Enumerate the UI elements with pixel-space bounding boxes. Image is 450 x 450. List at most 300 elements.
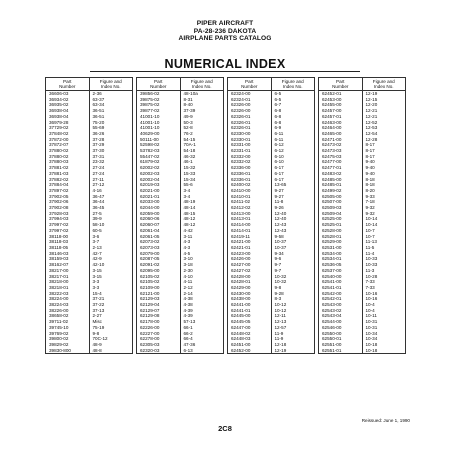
part-number: 62413-00	[228, 211, 272, 217]
part-number: 62448-02	[228, 331, 272, 337]
figure-index: 10-4	[365, 307, 375, 313]
part-number: 62073-03	[137, 245, 181, 251]
figure-index: 36-47	[92, 193, 105, 199]
page-number: 2C8	[218, 424, 232, 433]
figure-index: 75-19	[92, 324, 105, 330]
part-number: 62525-01	[319, 222, 363, 228]
table-row	[137, 348, 224, 354]
figure-index: 46-1	[183, 159, 193, 165]
page-title: NUMERICAL INDEX	[164, 57, 286, 71]
figure-index: 37-22	[92, 302, 105, 308]
figure-index: 7-18	[365, 199, 375, 205]
figure-index: 9-40	[365, 170, 375, 176]
part-number: 62002-02	[137, 165, 181, 171]
figure-index: 12-43	[274, 222, 287, 228]
part-number: 62529-00	[319, 239, 363, 245]
part-number: 36979-28	[46, 120, 90, 126]
figure-index: 3-3	[92, 284, 100, 290]
part-number: 62423-00	[228, 251, 272, 257]
figure-index: 6-17	[274, 176, 284, 182]
part-number: 38217-00	[46, 268, 90, 274]
part-number: 37882-02	[46, 177, 90, 183]
part-number: 62331-00	[228, 142, 272, 148]
part-number: 62455-00	[319, 102, 363, 108]
part-number: 62121-00	[137, 291, 181, 297]
part-number: 52598-02	[137, 142, 181, 148]
part-number: 62464-00	[319, 125, 363, 131]
part-number: 62091-02	[137, 262, 181, 268]
part-number: 39800-02	[46, 336, 90, 342]
header-model: PA-28-236 DAKOTA	[193, 27, 257, 35]
figure-index: 12-19	[274, 347, 287, 353]
part-number: 62413-01	[228, 216, 272, 222]
figure-index: 10-37	[274, 239, 287, 245]
figure-index: 36-51	[92, 113, 105, 119]
figure-index: 49-9	[183, 113, 193, 119]
part-number: 38217-01	[46, 274, 90, 280]
part-number: 62427-02	[228, 268, 272, 274]
part-number: 62226-00	[137, 325, 181, 331]
part-number: 62324-01	[228, 97, 272, 103]
figure-index: 48-12	[183, 222, 196, 228]
part-number: 41001-10	[137, 114, 181, 120]
figure-index: 10-37	[274, 244, 287, 250]
figure-index: 6-11	[274, 130, 284, 136]
figure-index: 8-17	[365, 142, 375, 148]
part-number: 62448-03	[228, 336, 272, 342]
part-number: 62079-00	[137, 251, 181, 257]
index-table	[45, 77, 133, 354]
figure-index: 10-7	[365, 227, 375, 233]
figure-index: 2-14	[183, 290, 193, 296]
part-number: 36938-04	[46, 108, 90, 114]
figure-index: 9-28	[274, 290, 284, 296]
part-number: 62430-00	[228, 291, 272, 297]
part-number: 38218-01	[46, 285, 90, 291]
part-number: 38118-05	[46, 245, 90, 251]
part-number: 62485-01	[319, 182, 363, 188]
part-number: 62411-02	[228, 199, 272, 205]
figure-index: 42-9	[92, 256, 102, 262]
part-number: 37872-00	[46, 137, 90, 143]
figure-index: 48-12	[183, 216, 196, 222]
figure-index: 11-8	[274, 199, 284, 205]
figure-index: 9-26	[274, 205, 284, 211]
figure-index: 12-43	[274, 227, 287, 233]
figure-index: 10-31	[365, 324, 378, 330]
part-number: 39830-800	[46, 348, 90, 354]
part-number: 62320-03	[137, 348, 181, 354]
part-number: 62531-00	[319, 245, 363, 251]
part-number: 39829-02	[46, 342, 90, 348]
figure-index: 10-31	[365, 319, 378, 325]
figure-index: 60-5	[92, 227, 102, 233]
part-number: 62485-00	[319, 177, 363, 183]
figure-index-header: Figure and Index No.	[362, 78, 406, 91]
part-number: 62536-05	[319, 262, 363, 268]
part-number: 38226-00	[46, 308, 90, 314]
part-number: 62445-00	[228, 313, 272, 319]
part-number: 62534-01	[319, 256, 363, 262]
figure-index: 10-32	[274, 279, 287, 285]
figure-index: 37-30	[92, 148, 105, 154]
figure-index: 3-10	[183, 256, 193, 262]
part-number: 37902-05	[46, 194, 90, 200]
part-number: 62227-00	[137, 331, 181, 337]
part-number: 62021-01	[137, 194, 181, 200]
figure-index: 48-14	[183, 205, 196, 211]
figure-index: 11-3	[365, 267, 375, 273]
part-number: 36935-02	[46, 102, 90, 108]
part-number: 62061-04	[137, 228, 181, 234]
part-number: 39769-02	[46, 331, 90, 337]
part-number: 36606-03	[46, 91, 90, 97]
figure-index: 52-8	[183, 125, 193, 131]
figure-index: 9-6	[274, 256, 282, 262]
part-number: 38146-03	[46, 251, 90, 257]
part-number: 62330-01	[228, 137, 272, 143]
figure-index: 8-3	[274, 296, 282, 302]
part-number: 62507-00	[319, 199, 363, 205]
part-number: 62499-02	[319, 188, 363, 194]
figure-index: 13-65	[274, 182, 287, 188]
part-number: 62429-00	[228, 285, 272, 291]
part-number: 62541-01	[319, 285, 363, 291]
figure-index: 4-38	[183, 302, 193, 308]
figure-index: 6-12	[274, 148, 284, 154]
table-row	[319, 348, 406, 354]
part-number: 62105-02	[137, 279, 181, 285]
figure-index: 6-8	[274, 108, 282, 114]
part-number: 62438-00	[228, 296, 272, 302]
part-number-header: Part Number	[46, 78, 90, 91]
figure-index: 4-39	[183, 313, 193, 319]
part-number: 37897-02	[46, 188, 90, 194]
figure-index: 4-11	[183, 279, 193, 285]
figure-index: 4-39	[183, 307, 193, 313]
figure-index: 11-9	[274, 330, 284, 336]
part-number: 62544-00	[319, 319, 363, 325]
part-number: 39745-10	[46, 325, 90, 331]
part-number: 62451-00	[228, 342, 272, 348]
part-number: 62414-00	[228, 222, 272, 228]
part-number: 62483-02	[319, 171, 363, 177]
figure-index: 46-32	[183, 153, 196, 159]
figure-index-header: Figure and Index No.	[180, 78, 224, 91]
figure-index: 6-8	[274, 119, 282, 125]
figure-index: 27-5	[92, 210, 102, 216]
part-number: 62060-06	[137, 216, 181, 222]
figure-index: 37-21	[92, 296, 105, 302]
part-number: 62525-00	[319, 216, 363, 222]
part-number: 38658-02	[46, 313, 90, 319]
part-number: 62477-01	[319, 165, 363, 171]
part-number: 62528-01	[319, 234, 363, 240]
figure-index: 37-28	[92, 136, 105, 142]
figure-index: 27-24	[92, 170, 105, 176]
figure-index: 12-40	[274, 210, 287, 216]
figure-index: 10-28	[365, 273, 378, 279]
figure-index: 3-3	[92, 279, 100, 285]
part-number: 62305-03	[137, 342, 181, 348]
part-number: 62426-00	[228, 256, 272, 262]
part-number: 37881-02	[46, 165, 90, 171]
part-number: 62061-05	[137, 234, 181, 240]
figure-index: 50-3	[183, 119, 193, 125]
figure-index: 9-33	[365, 193, 375, 199]
figure-index: 12-54	[365, 130, 378, 136]
part-number: 39875-02	[137, 97, 181, 103]
part-number: 62178-00	[137, 319, 181, 325]
part-number: 62471-00	[319, 137, 363, 143]
part-number: 53782-03	[137, 148, 181, 154]
part-number: 39711-02	[46, 319, 90, 325]
figure-index: 76-2	[183, 130, 193, 136]
part-number: 62457-00	[319, 108, 363, 114]
figure-index: 6-5	[274, 91, 282, 96]
index-column-1	[45, 77, 133, 354]
figure-index: 4-5	[183, 250, 191, 256]
figure-index: 9-8	[92, 330, 100, 336]
index-table	[227, 77, 315, 354]
figure-index: 12-15	[365, 96, 378, 102]
part-number: 62550-00	[319, 331, 363, 337]
part-number: 38218-00	[46, 279, 90, 285]
part-number: 62087-05	[137, 256, 181, 262]
part-number: 62543-02	[319, 308, 363, 314]
part-number: 62428-00	[228, 274, 272, 280]
figure-index: 9-7	[274, 262, 282, 268]
part-number: 37902-06	[46, 199, 90, 205]
part-number: 62332-00	[228, 154, 272, 160]
figure-index: 36-44	[92, 199, 105, 205]
part-number: 62447-00	[228, 325, 272, 331]
figure-index: 12-21	[365, 108, 378, 114]
part-number: 40629-00	[137, 131, 181, 137]
part-number: 37994-03	[46, 216, 90, 222]
part-number: 62129-08	[137, 313, 181, 319]
figure-index: 63-37	[92, 96, 105, 102]
figure-index: 9-27	[274, 187, 284, 193]
figure-index: 6-5	[274, 96, 282, 102]
part-number: 62105-02	[137, 274, 181, 280]
header-company: PIPER AIRCRAFT	[196, 20, 254, 27]
figure-index: 10-33	[365, 256, 378, 262]
figure-index: 10-12	[274, 302, 287, 308]
figure-index: 9-7	[274, 267, 282, 273]
part-number: 62336-01	[228, 171, 272, 177]
part-number: 39877-02	[137, 108, 181, 114]
figure-index: 10-18	[365, 347, 378, 353]
part-number: 37884-04	[46, 182, 90, 188]
figure-index: 10-12	[274, 307, 287, 313]
part-number: 62073-02	[137, 239, 181, 245]
index-table	[136, 77, 224, 354]
part-number: 41001-10	[137, 125, 181, 131]
part-number: 62542-01	[319, 296, 363, 302]
figure-index: 4-16	[92, 187, 102, 193]
figure-index: 10-14	[365, 216, 378, 222]
figure-index: 6-13	[183, 347, 193, 353]
figure-index: 9-40	[365, 159, 375, 165]
part-number: 37997-02	[46, 222, 90, 228]
part-number: 62021-00	[137, 188, 181, 194]
figure-index: 12-21	[365, 113, 378, 119]
figure-index: 12-57	[274, 324, 287, 330]
part-number: 62421-00	[228, 239, 272, 245]
figure-index: 8-40	[183, 102, 193, 108]
part-number: 38118-03	[46, 239, 90, 245]
part-number: 62410-01	[228, 194, 272, 200]
figure-index: 7-33	[365, 284, 375, 290]
figure-index: 37-29	[92, 142, 105, 148]
figure-index: 70C-12	[92, 336, 108, 342]
part-number: 62331-01	[228, 148, 272, 154]
header-catalog: AIRPLANE PARTS CATALOG	[178, 35, 272, 42]
figure-index: 48-9	[92, 341, 102, 347]
part-number: 37729-02	[46, 125, 90, 131]
figure-index: 2-27	[92, 313, 102, 319]
figure-index: 6-17	[274, 165, 284, 171]
part-number: 62452-00	[228, 348, 272, 354]
part-number: 37997-02	[46, 228, 90, 234]
part-number-header: Part Number	[137, 78, 181, 91]
figure-index: 10-16	[365, 290, 378, 296]
figure-index: 12-18	[274, 341, 287, 347]
part-number: 62543-00	[319, 302, 363, 308]
figure-index: 48-15	[183, 210, 196, 216]
part-number: 62400-02	[228, 182, 272, 188]
part-number: 38224-00	[46, 296, 90, 302]
figure-index: 9-32	[365, 205, 375, 211]
figure-index: 3-18	[183, 262, 193, 268]
part-number: 62095-00	[137, 268, 181, 274]
part-number: 62330-00	[228, 131, 272, 137]
figure-index: 3-4	[183, 187, 191, 193]
figure-index: 12-11	[274, 313, 286, 319]
part-number: 62410-00	[228, 188, 272, 194]
part-number: 62441-00	[228, 302, 272, 308]
figure-index: 2-13	[92, 244, 102, 250]
figure-index: 10-32	[274, 273, 287, 279]
part-number: 62336-00	[228, 165, 272, 171]
figure-index: 12-40	[274, 216, 287, 222]
table-row	[46, 348, 133, 354]
figure-index: 3-6	[92, 233, 100, 239]
part-number: 62033-00	[137, 199, 181, 205]
figure-index: 3-7	[92, 239, 100, 245]
figure-index: 10-4	[365, 302, 375, 308]
figure-index: 3-15	[92, 267, 102, 273]
part-number: 37880-02	[46, 154, 90, 160]
figure-index: 9-34	[274, 250, 284, 256]
figure-index: 11-9	[274, 336, 284, 342]
part-number: 62336-01	[228, 177, 272, 183]
figure-index: 15-34	[183, 176, 196, 182]
figure-index: 15-32	[183, 165, 196, 171]
figure-index: 9-8	[274, 284, 282, 290]
figure-index: 6-12	[274, 142, 284, 148]
part-number: 62551-01	[319, 348, 363, 354]
figure-index: 6-8	[274, 113, 282, 119]
figure-index: 66-2	[183, 330, 193, 336]
part-number: 62278-00	[137, 336, 181, 342]
part-number: 62019-03	[137, 182, 181, 188]
part-number: 36938-04	[46, 114, 90, 120]
figure-index: 15-33	[183, 170, 196, 176]
part-number: 37881-03	[46, 171, 90, 177]
figure-index: 4-3	[183, 244, 191, 250]
figure-index: 10-11	[365, 313, 377, 319]
figure-index: 6-11	[274, 136, 284, 142]
part-number: 62441-01	[228, 308, 272, 314]
part-number: 36934-02	[46, 97, 90, 103]
part-number: 62445-05	[228, 319, 272, 325]
figure-index: Misc	[92, 319, 102, 325]
figure-index: 12-20	[365, 102, 378, 108]
index-column-2	[136, 77, 224, 354]
figure-index: 12-28	[365, 136, 378, 142]
figure-index: 75-20	[92, 119, 105, 125]
figure-index: 12-53	[365, 125, 378, 131]
figure-index: 48-8	[92, 347, 102, 353]
figure-index: 10-18	[365, 341, 378, 347]
figure-index: 11-5	[365, 244, 375, 250]
part-number: 37902-08	[46, 205, 90, 211]
part-number: 62326-00	[228, 102, 272, 108]
part-number: 62059-00	[137, 211, 181, 217]
part-number: 62477-00	[319, 159, 363, 165]
figure-index: 2-30	[183, 267, 193, 273]
part-number: 62551-00	[319, 342, 363, 348]
part-number: 62505-00	[319, 194, 363, 200]
part-number: 62002-03	[137, 171, 181, 177]
part-number: 38222-03	[46, 291, 90, 297]
part-number: 62044-00	[137, 205, 181, 211]
part-number: 62129-03	[137, 296, 181, 302]
figure-index: 3-15	[92, 273, 102, 279]
part-number: 41001-10	[137, 120, 181, 126]
table-row	[228, 348, 315, 354]
part-number: 62457-01	[319, 114, 363, 120]
figure-index: 23-32	[92, 159, 105, 165]
part-number: 61879-02	[137, 159, 181, 165]
part-number: 62002-04	[137, 177, 181, 183]
part-number: 62428-01	[228, 279, 272, 285]
part-number: 55447-02	[137, 154, 181, 160]
part-number: 62326-01	[228, 125, 272, 131]
part-number: 62412-02	[228, 205, 272, 211]
part-number: 62129-04	[137, 302, 181, 308]
figure-index: 10-34	[365, 330, 378, 336]
figure-index: 6-10	[274, 153, 284, 159]
part-number: 62541-00	[319, 279, 363, 285]
part-number: 62473-03	[319, 148, 363, 154]
figure-index: 2-36	[92, 91, 102, 96]
figure-index: 10-16	[365, 296, 378, 302]
figure-index: 55-6	[183, 182, 193, 188]
figure-index: 4-10	[183, 273, 193, 279]
figure-index: 70A-1	[183, 142, 196, 148]
part-number: 62129-07	[137, 308, 181, 314]
figure-index: 27-11	[92, 176, 104, 182]
part-number: 38118-00	[46, 234, 90, 240]
figure-index: 10-7	[365, 233, 375, 239]
part-number: 62326-01	[228, 114, 272, 120]
figure-index: 2-12	[183, 284, 193, 290]
figure-index: 12-19	[365, 91, 378, 96]
figure-index: 37-13	[92, 307, 105, 313]
